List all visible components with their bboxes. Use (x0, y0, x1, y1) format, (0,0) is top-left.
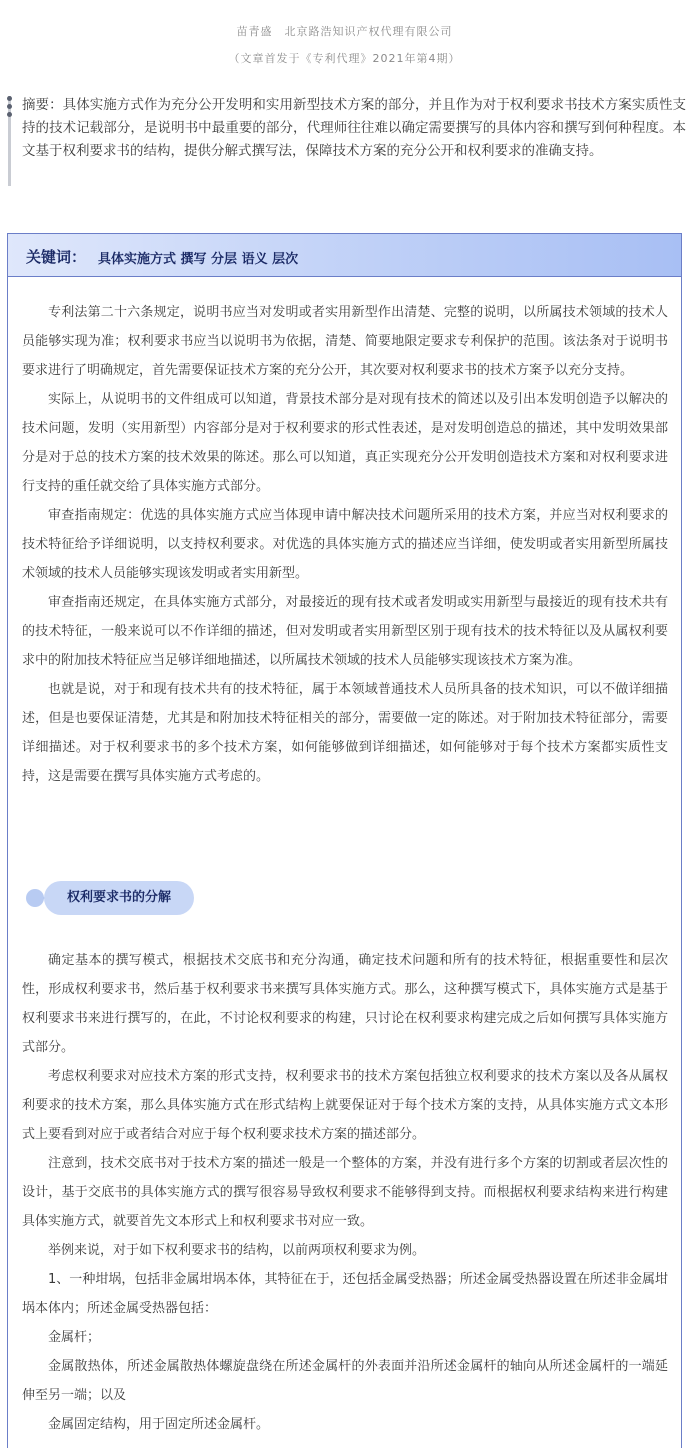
section-2-body (22, 946, 668, 1439)
author-line: 苗青盛 北京路浩知识产权代理有限公司 (236, 25, 453, 38)
heading-pill (44, 881, 194, 915)
abstract-block (8, 94, 686, 163)
source-line: （文章首发于《专利代理》2021年第4期） (228, 52, 461, 65)
abstract-dots-icon (7, 96, 12, 120)
paragraph: 审查指南规定：优选的具体实施方式应当体现申请中解决技术问题所采用的技术方案，并应当对权利要求的技术特征给予详细说明，以支持权利要求。对优选的具体实施方式的描述应当详细，使发明或者实用新型所属技术领域的技术人员能够实现该发明或者实用新型。 (22, 508, 668, 581)
article-frame (7, 233, 682, 1448)
keywords-bar (8, 234, 681, 277)
claim-item: 金属固定结构，用于固定所述金属杆。 (48, 1417, 270, 1432)
paragraph: 注意到，技术交底书对于技术方案的描述一般是一个整体的方案，并没有进行多个方案的切割或者层次性的设计，基于交底书的具体实施方式的撰写很容易导致权利要求不能够得到支持。而根据权利要求结构来进行构建具体实施方式，就要首先文本形式上和权利要求书对应一致。 (22, 1156, 668, 1229)
section-heading (26, 879, 226, 917)
claim-item: 金属杆； (48, 1330, 101, 1345)
paragraph: 实际上，从说明书的文件组成可以知道，背景技术部分是对现有技术的简述以及引出本发明创造予以解决的技术问题，发明（实用新型）内容部分是对于权利要求的形式性表述，是对发明创造总的描述，其中发明效果部分是对于总的技术方案的技术效果的陈述。那么可以知道，真正实现充分公开发明创造技术方案和对权利要求进行支持的重任就交给了具体实施方式部分。 (22, 392, 668, 494)
keywords-label: 关键词： (26, 248, 87, 266)
paragraph: 确定基本的撰写模式，根据技术交底书和充分沟通，确定技术问题和所有的技术特征，根据重要性和层次性，形成权利要求书，然后基于权利要求书来撰写具体实施方式。那么，这种撰写模式下，具体实施方式是基于权利要求书来进行撰写的，在此，不讨论权利要求的构建，只讨论在权利要求构建完成之后如何撰写具体实施方式部分。 (22, 953, 668, 1055)
paragraph: 举例来说，对于如下权利要求书的结构，以前两项权利要求为例。 (48, 1243, 426, 1258)
abstract-text: 摘要：具体实施方式作为充分公开发明和实用新型技术方案的部分，并且作为对于权利要求书技术方案实质性支持的技术记载部分，是说明书中最重要的部分，代理师往往难以确定需要撰写的具体内容和撰写到何种程度。本文基于权利要求书的结构，提供分解式撰写法，保障技术方案的充分公开和权利要求的准确支持。 (22, 97, 686, 159)
keywords-text: 具体实施方式 撰写 分层 语义 层次 (98, 252, 299, 267)
claim-item: 金属散热体，所述金属散热体螺旋盘绕在所述金属杆的外表面并沿所述金属杆的轴向从所述金属杆的一端延伸至另一端；以及 (22, 1359, 668, 1403)
section-2-title: 权利要求书的分解 (66, 890, 171, 905)
claim-paragraph: 1、一种坩埚，包括非金属坩埚本体，其特征在于，还包括金属受热器；所述金属受热器设置在所述非金属坩埚本体内；所述金属受热器包括： (22, 1272, 668, 1316)
paragraph: 审查指南还规定，在具体实施方式部分，对最接近的现有技术或者发明或实用新型与最接近的现有技术共有的技术特征，一般来说可以不作详细的描述，但对发明或者实用新型区别于现有技术的技术特征以及从属权利要求中的附加技术特征应当足够详细地描述，以所属技术领域的技术人员能够实现该技术方案为准。 (22, 595, 668, 668)
paragraph: 也就是说，对于和现有技术共有的技术特征，属于本领域普通技术人员所具备的技术知识，可以不做详细描述，但是也要保证清楚，尤其是和附加技术特征相关的部分，需要做一定的陈述。对于附加技术特征部分，需要详细描述。对于权利要求书的多个技术方案，如何能够做到详细描述，如何能够对于每个技术方案都实质性支持，这是需要在撰写具体实施方式考虑的。 (22, 682, 668, 784)
paragraph: 专利法第二十六条规定，说明书应当对发明或者实用新型作出清楚、完整的说明，以所属技术领域的技术人员能够实现为准；权利要求书应当以说明书为依据，清楚、简要地限定要求专利保护的范围。该法条对于说明书要求进行了明确规定，首先需要保证技术方案的充分公开，其次要对权利要求书的技术方案予以充分支持。 (22, 305, 668, 378)
paragraph: 考虑权利要求对应技术方案的形式支持，权利要求书的技术方案包括独立权利要求的技术方案以及各从属权利要求的技术方案，那么具体实施方式在形式结构上就要保证对于每个技术方案的支持，从具体实施方式文本形式上要看到对应于或者结合对应于每个权利要求技术方案的描述部分。 (22, 1069, 668, 1142)
heading-dot-icon (26, 889, 44, 907)
section-1-body (22, 298, 668, 791)
